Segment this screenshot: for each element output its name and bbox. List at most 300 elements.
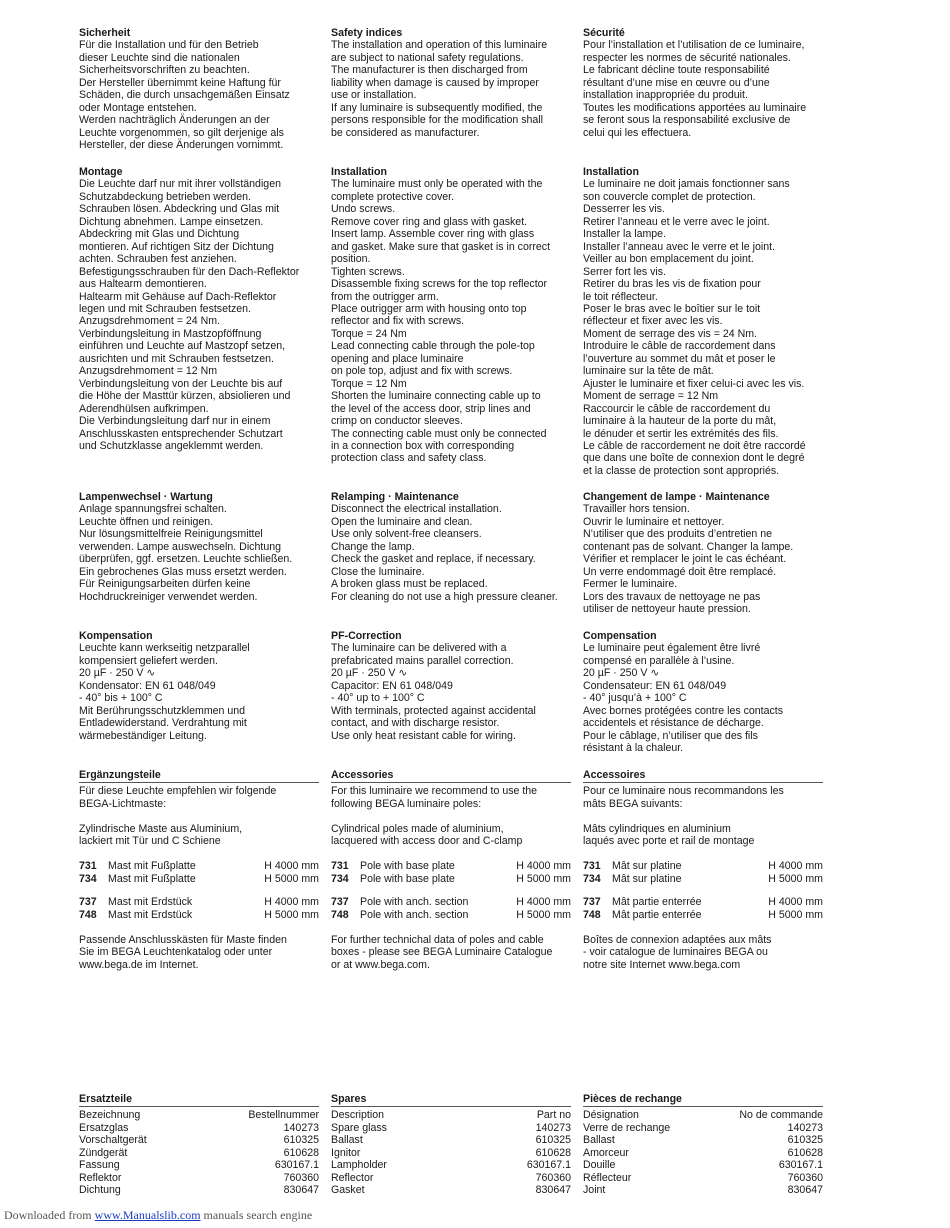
section-safety (79, 27, 319, 152)
spare-part-number: 830647 (283, 1184, 319, 1197)
spares-row (331, 1159, 571, 1171)
pole-height: H 4000 mm (516, 896, 571, 909)
text-line: réflecteur et fixer avec les vis. (583, 315, 723, 328)
text-line: se feront sous la responsabilité exclusive de (583, 114, 791, 127)
text-line: Aderendhülsen aufkrimpen. (79, 402, 209, 415)
text-line: N’utiliser que des produits d’entretien ne (583, 528, 773, 541)
text-line: installation inappropriée du produit. (583, 89, 748, 102)
pole-number: 734 (79, 872, 97, 885)
text-line: le toit réflecteur. (583, 290, 658, 303)
pole-label: Mast mit Erdstück (108, 896, 193, 909)
text-line: Use only solvent-free cleansers. (331, 528, 482, 541)
section-title: Kompensation (79, 630, 153, 642)
text-line: Desserrer les vis. (583, 203, 665, 216)
section-compensation (331, 630, 571, 742)
text-line: Le luminaire peut également être livré (583, 642, 761, 655)
text-line: Passende Anschlusskästen für Maste finden (79, 933, 287, 946)
spare-part-number: 830647 (787, 1184, 823, 1197)
spare-name: Verre de rechange (583, 1121, 671, 1134)
text-line: For cleaning do not use a high pressure cleaner. (331, 590, 558, 603)
section-title: Safety indices (331, 27, 403, 39)
text-line: Check the gasket and replace, if necessary. (331, 553, 536, 566)
text-line: 20 µF · 250 V ∿ (79, 667, 156, 680)
spacer (583, 810, 823, 822)
text-line: Hochdruckreiniger verwendet werden. (79, 590, 258, 603)
text-line: A broken glass must be replaced. (331, 578, 488, 591)
text-line: Nur lösungsmittelfreie Reinigungsmittel (79, 528, 263, 541)
pole-item (79, 860, 319, 872)
spare-name: Reflector (331, 1171, 374, 1184)
text-line: contenant pas de solvant. Changer la lampe. (583, 540, 794, 553)
text-line: überprüfen, ggf. ersetzen. Leuchte schließen. (79, 553, 293, 566)
spares-col-description: Désignation (583, 1109, 639, 1122)
pole-height: H 4000 mm (264, 860, 319, 873)
text-line: are subject to national safety regulations. (331, 51, 524, 64)
spares-row (79, 1172, 319, 1184)
pole-item (583, 909, 823, 921)
text-line: Pour le câblage, n’utiliser que des fils (583, 729, 758, 742)
spare-part-number: 830647 (535, 1184, 571, 1197)
text-line: Vérifier et remplacer le joint le cas échéant. (583, 553, 787, 566)
section-title: Compensation (583, 630, 657, 642)
spare-name: Ersatzglas (79, 1121, 129, 1134)
text-line: 20 µF · 250 V ∿ (331, 667, 408, 680)
spare-part-number: 760360 (283, 1171, 319, 1184)
pole-height: H 5000 mm (768, 872, 823, 885)
text-line: For this luminaire we recommend to use the (331, 785, 538, 798)
spare-name: Ignitor (331, 1146, 361, 1159)
text-line: laqués avec porte et rail de montage (583, 835, 755, 848)
spacer (79, 848, 319, 860)
text-line: respecter les normes de sécurité nationales. (583, 51, 791, 64)
text-line: Sie im BEGA Leuchtenkatalog oder unter (79, 946, 273, 959)
text-line: accidentels et résistance de décharge. (583, 717, 764, 730)
text-line: Toutes les modifications apportées au luminaire (583, 101, 807, 114)
pole-item (583, 873, 823, 885)
text-line: kompensiert geliefert werden. (79, 654, 218, 667)
text-line: reflector and fix with screws. (331, 315, 465, 328)
spares-row (583, 1172, 823, 1184)
section-title: Pièces de rechange (583, 1093, 823, 1107)
text-line: wärmebeständiger Leitung. (79, 729, 207, 742)
spares-header (331, 1109, 571, 1121)
manualslib-link[interactable]: www.Manualslib.com (94, 1208, 201, 1222)
text-line: celui qui les effectuera. (583, 126, 692, 139)
pole-height: H 5000 mm (516, 908, 571, 921)
section-spares (79, 1093, 319, 1197)
pole-item (331, 873, 571, 885)
spares-row (331, 1134, 571, 1146)
spacer (583, 885, 823, 896)
text-line: Disconnect the electrical installation. (331, 503, 502, 516)
pole-height: H 5000 mm (264, 908, 319, 921)
pole-item (331, 896, 571, 908)
pole-height: H 5000 mm (768, 908, 823, 921)
text-line: be considered as manufacturer. (331, 126, 480, 139)
spare-name: Réflecteur (583, 1171, 632, 1184)
pole-number: 734 (583, 872, 601, 885)
text-line: luminaire sur la tête de mât. (583, 365, 714, 378)
text-line: résultant d’une mise en œuvre ou d’une (583, 76, 770, 89)
pole-label: Mast mit Erdstück (108, 908, 193, 921)
spares-header (79, 1109, 319, 1121)
footer-suffix: manuals search engine (200, 1208, 313, 1222)
text-line: Introduire le câble de raccordement dans (583, 340, 776, 353)
text-line: Insert lamp. Assemble cover ring with glass (331, 228, 535, 241)
spares-col-partno: No de commande (739, 1109, 823, 1122)
text-line: Leuchte öffnen und reinigen. (79, 515, 214, 528)
text-line: Open the luminaire and clean. (331, 515, 473, 528)
text-line: following BEGA luminaire poles: (331, 797, 482, 810)
text-line: Mit Berührungsschutzklemmen und (79, 704, 246, 717)
spares-row (583, 1147, 823, 1159)
spacer (583, 848, 823, 860)
text-line: the level of the access door, strip lines and (331, 402, 531, 415)
spares-row (331, 1147, 571, 1159)
text-line: The manufacturer is then discharged from (331, 64, 528, 77)
section-accessories (583, 769, 823, 971)
text-line: Leuchte kann werkseitig netzparallel (79, 642, 250, 655)
text-line: Werden nachträglich Änderungen an der (79, 114, 270, 127)
text-line: Hersteller, der diese Änderungen vornimmt. (79, 139, 284, 152)
text-line: Shorten the luminaire connecting cable up to (331, 390, 541, 403)
text-line: oder Montage entstehen. (79, 101, 197, 114)
text-line: - voir catalogue de luminaires BEGA ou (583, 946, 768, 959)
text-line: le dénuder et sertir les extrémités des fils. (583, 427, 779, 440)
text-line: montieren. Auf richtigen Sitz der Dichtung (79, 240, 274, 253)
text-line: Pour ce luminaire nous recommandons les (583, 785, 784, 798)
text-line: mâts BEGA suivants: (583, 797, 683, 810)
text-line: Le câble de raccordement ne doit être raccordé (583, 439, 806, 452)
text-line: Mâts cylindriques en aluminium (583, 822, 731, 835)
text-line: Installer la lampe. (583, 228, 667, 241)
text-line: complete protective cover. (331, 190, 455, 203)
text-line: Anschlusskasten entsprechender Schutzart (79, 427, 283, 440)
text-line: With terminals, protected against accidental (331, 704, 536, 717)
spare-part-number: 630167.1 (274, 1159, 319, 1172)
section-title: Ersatzteile (79, 1093, 319, 1107)
text-line: compensé en parallèle à l’usine. (583, 654, 735, 667)
spare-part-number: 610628 (283, 1146, 319, 1159)
text-line: Lead connecting cable through the pole-top (331, 340, 535, 353)
section-compensation (583, 630, 823, 755)
spare-name: Reflektor (79, 1171, 122, 1184)
text-line: aus Haltearm demontieren. (79, 278, 207, 291)
text-line: The luminaire must only be operated with the (331, 178, 543, 191)
pole-label: Pole with base plate (360, 872, 455, 885)
spares-row (79, 1184, 319, 1196)
text-line: Kondensator: EN 61 048/049 (79, 679, 216, 692)
spares-col-partno: Bestellnummer (248, 1109, 319, 1122)
pole-label: Mât partie enterrée (612, 896, 702, 909)
section-title: Sicherheit (79, 27, 131, 39)
spares-row (583, 1134, 823, 1146)
pole-height: H 5000 mm (264, 872, 319, 885)
text-line: Haltearm mit Gehäuse auf Dach-Reflektor (79, 290, 277, 303)
text-line: Ajuster le luminaire et fixer celui-ci avec les vis. (583, 377, 805, 390)
text-line: Installer l’anneau avec le verre et le joint. (583, 240, 775, 253)
text-line: verwenden. Lampe auswechseln. Dichtung (79, 540, 281, 553)
text-line: Entladewiderstand. Verdrahtung mit (79, 717, 247, 730)
spare-name: Fassung (79, 1159, 120, 1172)
pole-item (79, 909, 319, 921)
spares-row (79, 1122, 319, 1134)
text-line: Place outrigger arm with housing onto top (331, 302, 527, 315)
text-line: Schäden, die durch unsachgemäßen Einsatz (79, 89, 290, 102)
spares-row (583, 1159, 823, 1171)
pole-number: 731 (79, 860, 97, 873)
section-title: Installation (331, 166, 387, 178)
text-line: legen und mit Schrauben festsetzen. (79, 302, 251, 315)
section-relamping (79, 491, 319, 603)
footer-prefix: Downloaded from (4, 1208, 95, 1222)
section-installation (583, 166, 823, 477)
text-line: et la classe de protection sont appropriés. (583, 464, 780, 477)
section-title: PF-Correction (331, 630, 402, 642)
pole-number: 734 (331, 872, 349, 885)
text-line: Die Leuchte darf nur mit ihrer vollständigen (79, 178, 281, 191)
pole-label: Mât partie enterrée (612, 908, 702, 921)
spare-part-number: 610325 (535, 1134, 571, 1147)
text-line: Tighten screws. (331, 265, 405, 278)
spare-part-number: 140273 (787, 1121, 823, 1134)
spares-header (583, 1109, 823, 1121)
section-title: Installation (583, 166, 639, 178)
pole-number: 731 (331, 860, 349, 873)
pole-number: 748 (331, 908, 349, 921)
spare-part-number: 610325 (283, 1134, 319, 1147)
spare-part-number: 630167.1 (778, 1159, 823, 1172)
text-line: Boîtes de connexion adaptées aux mâts (583, 933, 772, 946)
spacer (331, 848, 571, 860)
text-line: Verbindungsleitung von der Leuchte bis auf (79, 377, 283, 390)
text-line: Travailler hors tension. (583, 503, 690, 516)
text-line: Ouvrir le luminaire et nettoyer. (583, 515, 725, 528)
spares-row (79, 1147, 319, 1159)
text-line: dieser Leuchte sind die nationalen (79, 51, 240, 64)
spacer (583, 921, 823, 934)
text-line: Condensateur: EN 61 048/049 (583, 679, 727, 692)
text-line: If any luminaire is subsequently modified, the (331, 101, 543, 114)
pole-number: 748 (79, 908, 97, 921)
text-line: Moment de serrage = 12 Nm (583, 390, 719, 403)
text-line: Schutzabdeckung betrieben werden. (79, 190, 251, 203)
pole-height: H 4000 mm (516, 860, 571, 873)
section-installation (331, 166, 571, 465)
pole-item (583, 896, 823, 908)
pole-label: Mast mit Fußplatte (108, 872, 196, 885)
text-line: Zylindrische Maste aus Aluminium, (79, 822, 243, 835)
text-line: Für diese Leuchte empfehlen wir folgende (79, 785, 277, 798)
text-line: crimp on conductor sleeves. (331, 415, 463, 428)
pole-label: Mât sur platine (612, 872, 682, 885)
pole-item (583, 860, 823, 872)
text-line: - 40° jusqu’à + 100° C (583, 692, 687, 705)
spacer (331, 810, 571, 822)
section-title: Relamping · Maintenance (331, 491, 459, 503)
text-line: Für Reinigungsarbeiten dürfen keine (79, 578, 251, 591)
text-line: Undo screws. (331, 203, 396, 216)
spare-name: Amorceur (583, 1146, 629, 1159)
text-line: Schrauben lösen. Abdeckring und Glas mit (79, 203, 280, 216)
text-line: www.bega.de im Internet. (79, 958, 199, 971)
text-line: die Höhe der Masttür kürzen, absiolieren und (79, 390, 291, 403)
text-line: son couvercle complet de protection. (583, 190, 756, 203)
text-line: on pole top, adjust and fix with screws. (331, 365, 513, 378)
spare-name: Spare glass (331, 1121, 387, 1134)
text-line: Anzugsdrehmoment = 24 Nm. (79, 315, 221, 328)
text-line: persons responsible for the modification shall (331, 114, 543, 127)
text-line: Change the lamp. (331, 540, 415, 553)
pole-height: H 5000 mm (516, 872, 571, 885)
text-line: Für die Installation und für den Betrieb (79, 39, 259, 52)
text-line: Close the luminaire. (331, 565, 425, 578)
text-line: Le luminaire ne doit jamais fonctionner sans (583, 178, 790, 191)
spare-name: Lampholder (331, 1159, 387, 1172)
spare-name: Gasket (331, 1184, 365, 1197)
text-line: Cylindrical poles made of aluminium, (331, 822, 504, 835)
text-line: Die Verbindungsleitung darf nur in einem (79, 415, 271, 428)
pole-label: Pole with anch. section (360, 896, 469, 909)
spares-row (79, 1134, 319, 1146)
text-line: Ein gebrochenes Glas muss ersetzt werden. (79, 565, 287, 578)
text-line: und Schutzklasse angeklemmt werden. (79, 439, 264, 452)
section-title: Changement de lampe · Maintenance (583, 491, 770, 503)
pole-label: Pole with anch. section (360, 908, 469, 921)
text-line: résistant à la chaleur. (583, 742, 684, 755)
text-line: The connecting cable must only be connected (331, 427, 547, 440)
spares-row (583, 1122, 823, 1134)
text-line: in a connection box with corresponding (331, 439, 515, 452)
text-line: use or installation. (331, 89, 417, 102)
text-line: einführen und Leuchte auf Mastzopf setzen, (79, 340, 286, 353)
text-line: contact, and with discharge resistor. (331, 717, 500, 730)
spare-name: Douille (583, 1159, 616, 1172)
spacer (79, 810, 319, 822)
spare-part-number: 760360 (787, 1171, 823, 1184)
text-line: prefabricated mains parallel correction. (331, 654, 514, 667)
pole-label: Pole with base plate (360, 860, 455, 873)
spacer (331, 921, 571, 934)
text-line: 20 µF · 250 V ∿ (583, 667, 660, 680)
text-line: liability when damage is caused by improper (331, 76, 539, 89)
section-title: Spares (331, 1093, 571, 1107)
text-line: position. (331, 253, 371, 266)
spares-row (331, 1122, 571, 1134)
spare-part-number: 140273 (283, 1121, 319, 1134)
spare-name: Zündgerät (79, 1146, 128, 1159)
section-relamping (331, 491, 571, 603)
text-line: achten. Schrauben fest anziehen. (79, 253, 237, 266)
section-spares (583, 1093, 823, 1197)
text-line: utiliser de nettoyeur haute pression. (583, 603, 751, 616)
section-compensation (79, 630, 319, 742)
pole-height: H 4000 mm (264, 896, 319, 909)
section-installation (79, 166, 319, 452)
text-line: Abdeckring mit Glas und Dichtung (79, 228, 240, 241)
text-line: lackiert mit Tür und C Schiene (79, 835, 221, 848)
text-line: or at www.bega.com. (331, 958, 430, 971)
text-line: Anlage spannungsfrei schalten. (79, 503, 227, 516)
spare-name: Joint (583, 1184, 606, 1197)
text-line: Sicherheitsvorschriften zu beachten. (79, 64, 250, 77)
spare-part-number: 610628 (535, 1146, 571, 1159)
pole-label: Mât sur platine (612, 860, 682, 873)
spares-col-description: Bezeichnung (79, 1109, 141, 1122)
text-line: and gasket. Make sure that gasket is in correct (331, 240, 551, 253)
pole-item (331, 860, 571, 872)
text-line: opening and place luminaire (331, 352, 464, 365)
section-relamping (583, 491, 823, 616)
text-line: For further technichal data of poles and cable (331, 933, 544, 946)
text-line: Remove cover ring and glass with gasket. (331, 215, 528, 228)
text-line: Dichtung abnehmen. Lampe einsetzen. (79, 215, 264, 228)
pole-number: 737 (331, 896, 349, 909)
text-line: Fermer le luminaire. (583, 578, 678, 591)
spares-col-partno: Part no (536, 1109, 571, 1122)
section-title: Sécurité (583, 27, 625, 39)
spacer (79, 921, 319, 934)
pole-number: 737 (79, 896, 97, 909)
spare-part-number: 610628 (787, 1146, 823, 1159)
spares-row (331, 1184, 571, 1196)
text-line: Veiller au bon emplacement du joint. (583, 253, 754, 266)
section-safety (583, 27, 823, 139)
text-line: l’ouverture au sommet du mât et poser le (583, 352, 776, 365)
text-line: Raccourcir le câble de raccordement du (583, 402, 771, 415)
text-line: lacquered with access door and C-clamp (331, 835, 523, 848)
spare-name: Ballast (331, 1134, 363, 1147)
text-line: luminaire à la hauteur de la porte du mât, (583, 415, 777, 428)
section-title: Accessoires (583, 769, 823, 783)
text-line: - 40° up to + 100° C (331, 692, 425, 705)
spare-part-number: 140273 (535, 1121, 571, 1134)
text-line: The installation and operation of this luminaire (331, 39, 548, 52)
text-line: boxes - please see BEGA Luminaire Catalogue (331, 946, 553, 959)
section-title: Ergänzungsteile (79, 769, 319, 783)
text-line: Torque = 12 Nm (331, 377, 407, 390)
pole-height: H 4000 mm (768, 860, 823, 873)
spacer (331, 885, 571, 896)
pole-number: 731 (583, 860, 601, 873)
text-line: protection class and safety class. (331, 452, 487, 465)
text-line: Retirer l’anneau et le verre avec le joint. (583, 215, 770, 228)
spare-part-number: 610325 (787, 1134, 823, 1147)
section-spares (331, 1093, 571, 1197)
text-line: Anzugsdrehmoment = 12 Nm (79, 365, 218, 378)
section-accessories (331, 769, 571, 971)
spacer (79, 885, 319, 896)
spare-name: Dichtung (79, 1184, 121, 1197)
text-line: Pour l’installation et l’utilisation de ce luminaire, (583, 39, 805, 52)
text-line: The luminaire can be delivered with a (331, 642, 507, 655)
pole-number: 748 (583, 908, 601, 921)
download-footer (4, 1208, 312, 1223)
pole-item (79, 896, 319, 908)
text-line: Retirer du bras les vis de fixation pour (583, 278, 761, 291)
spare-name: Vorschaltgerät (79, 1134, 147, 1147)
text-line: notre site Internet www.bega.com (583, 958, 741, 971)
text-line: Un verre endommagé doit être remplacé. (583, 565, 777, 578)
spares-row (79, 1159, 319, 1171)
spare-part-number: 760360 (535, 1171, 571, 1184)
text-line: ausrichten und mit Schrauben festsetzen. (79, 352, 274, 365)
text-line: from the outrigger arm. (331, 290, 439, 303)
text-line: Le fabricant décline toute responsabilité (583, 64, 770, 77)
text-line: Moment de serrage des vis = 24 Nm. (583, 327, 757, 340)
text-line: Lors des travaux de nettoyage ne pas (583, 590, 761, 603)
text-line: Poser le bras avec le boîtier sur le toit (583, 302, 761, 315)
